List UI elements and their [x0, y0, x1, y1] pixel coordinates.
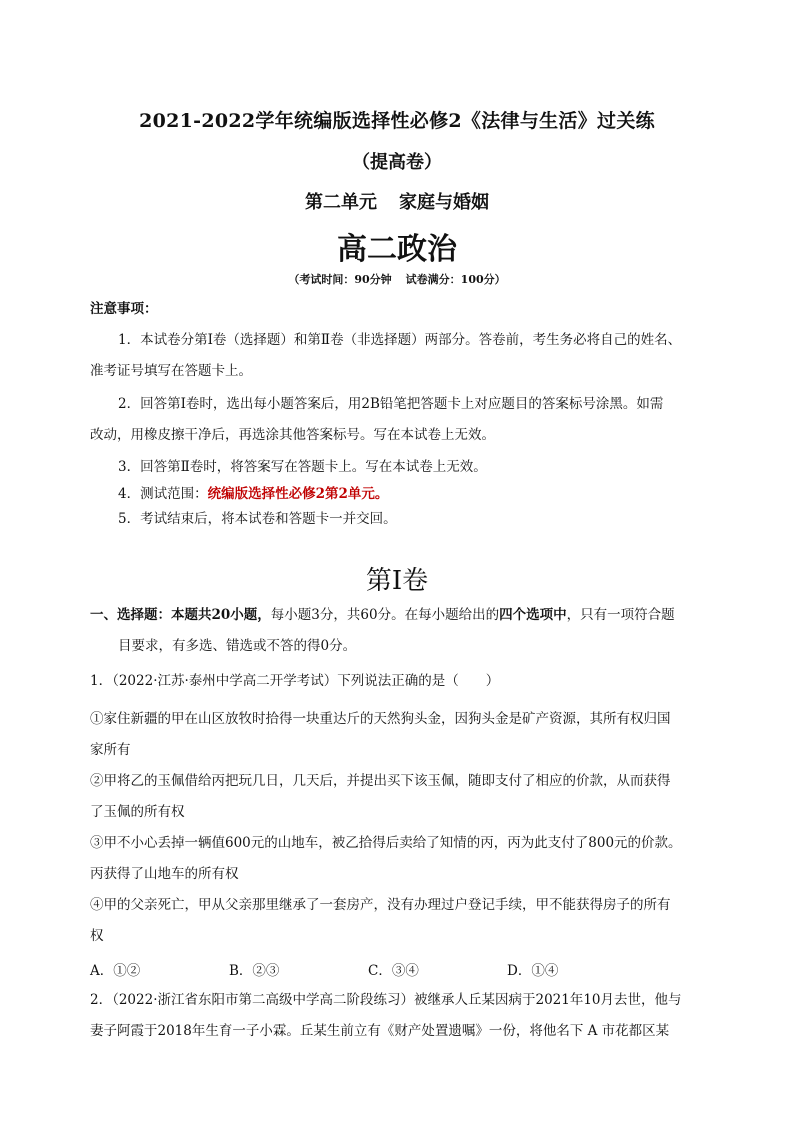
question-2-line-1: 2．（2022·浙江省东阳市第二高级中学高二阶段练习）被继承人丘某因病于2021年10月去世，他与 — [90, 992, 682, 1008]
notice-item-4 — [118, 485, 388, 503]
notice-item-5: 5．考试结束后，将本试卷和答题卡一并交回。 — [118, 511, 397, 527]
document-subtitle: （提高卷） — [352, 152, 442, 173]
section-instructions-line-1 — [90, 606, 675, 624]
q1-statement-1-line-1: ①家住新疆的甲在山区放牧时拾得一块重达斤的天然狗头金，因狗头金是矿产资源，其所有权归国 — [90, 711, 671, 727]
notice-item-2-line-1: 2．回答第Ⅰ卷时，选出每小题答案后，用2B铅笔把答题卡上对应题目的答案标号涂黑。如需 — [118, 396, 664, 412]
section-title: 第Ⅰ卷 — [365, 566, 429, 596]
exam-info — [0, 271, 794, 287]
notice-item-1-line-1: 1．本试卷分第Ⅰ卷（选择题）和第Ⅱ卷（非选择题）两部分。答卷前，考生务必将自己的姓名、 — [118, 332, 682, 348]
q1-statement-2-line-1: ②甲将乙的玉佩借给丙把玩几日，几天后，并提出买下该玉佩，随即支付了相应的价款，从而获得 — [90, 773, 671, 789]
subject-title: 高二政治 — [337, 232, 457, 267]
q1-statement-1-line-2: 家所有 — [90, 742, 131, 758]
document-title: 2021-2022学年统编版选择性必修2《法律与生活》过关练 — [139, 110, 655, 132]
notice-item-1-line-2: 准考证号填写在答题卡上。 — [90, 363, 252, 379]
notice-item-2-line-2: 改动，用橡皮擦干净后，再选涂其他答案标号。写在本试卷上无效。 — [90, 427, 495, 443]
notice-heading: 注意事项： — [90, 301, 158, 317]
notice-item-3: 3．回答第Ⅱ卷时，将答案写在答题卡上。写在本试卷上无效。 — [118, 459, 487, 475]
test-range-text: 统编版选择性必修2第2单元。 — [207, 486, 389, 502]
exam-time: （考试时间：90分钟 — [288, 273, 392, 286]
instr-bold-2: 四个选项中 — [499, 607, 567, 623]
question-1-stem: 1．（2022·江苏·泰州中学高二开学考试）下列说法正确的是（ ） — [90, 673, 500, 689]
instr-mid-1: 每小题3分，共60分。在每小题给出的 — [270, 607, 500, 623]
section-instructions-line-2: 目要求，有多选、错选或不答的得0分。 — [118, 638, 357, 654]
q1-option-b: B．②③ — [229, 963, 280, 979]
q1-statement-3-line-1: ③甲不小心丢掉一辆值600元的山地车，被乙拾得后卖给了知情的丙，丙为此支付了800元的价款。 — [90, 835, 682, 851]
unit-topic: 家庭与婚姻 — [399, 192, 489, 213]
q1-statement-3-line-2: 丙获得了山地车的所有权 — [90, 866, 239, 882]
exam-score: 试卷满分：100分） — [405, 273, 506, 286]
q1-option-d: D．①④ — [507, 963, 559, 979]
question-2-line-2: 妻子阿霞于2018年生育一子小霖。丘某生前立有《财产处置遗嘱》一份，将他名下 A 市花都区某 — [90, 1023, 670, 1039]
unit-heading — [0, 188, 794, 214]
q1-option-c: C．③④ — [368, 963, 419, 979]
q1-statement-4-line-2: 权 — [90, 928, 104, 944]
instr-prefix: 一、选择题： — [90, 607, 171, 623]
unit-number: 第二单元 — [305, 192, 377, 213]
q1-statement-2-line-2: 了玉佩的所有权 — [90, 804, 185, 820]
instr-mid-2: ，只有一项符合题 — [566, 607, 675, 623]
q1-statement-4-line-1: ④甲的父亲死亡，甲从父亲那里继承了一套房产，没有办理过户登记手续，甲不能获得房子的所有 — [90, 897, 671, 913]
instr-bold-1: 本题共20小题， — [171, 607, 271, 623]
notice-item-4-prefix: 4．测试范围： — [118, 486, 208, 502]
q1-option-a: A．①② — [90, 963, 141, 979]
